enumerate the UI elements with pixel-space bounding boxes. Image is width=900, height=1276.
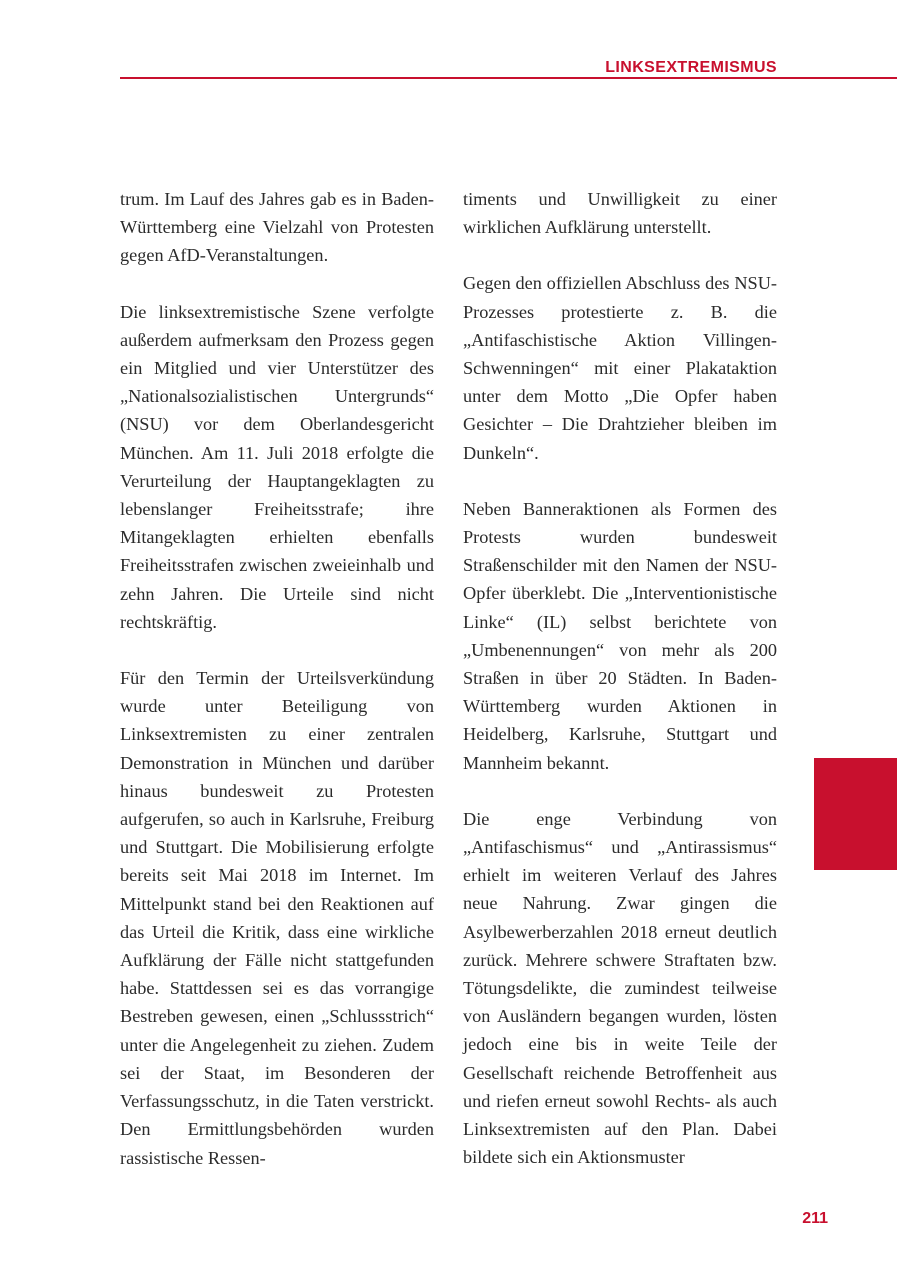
section-title: LINKSEXTREMISMUS [605, 59, 777, 76]
left-column [120, 185, 434, 1172]
paragraph: Für den Termin der Urteilsverkündung wurde unter Beteiligung von Linksextremisten zu einer zentralen Demonstration in München und darüber hinaus bundesweit zu Protesten aufgerufen, so auch in Karlsruhe, Freiburg und Stuttgart. Die Mobilisierung erfolgte bereits seit Mai 2018 im Internet. Im Mittelpunkt stand bei den Reaktionen auf das Urteil die Kritik, dass eine wirkliche Aufklärung der Fälle nicht stattgefunden habe. Stattdessen sei es das vorrangige Bestreben gewesen, einen „Schlussstrich“ unter die Angelegenheit zu ziehen. Zudem sei der Staat, im Besonderen der Verfassungsschutz, in die Taten verstrickt. Den Ermittlungsbehörden wurden rassistische Ressen- [120, 668, 434, 1168]
header-divider [120, 77, 897, 79]
paragraph: timents und Unwilligkeit zu einer wirklichen Aufklärung unterstellt. [463, 189, 777, 238]
paragraph: Die enge Verbindung von „Antifaschismus“ und „Antirassismus“ erhielt im weiteren Verlauf des Jahres neue Nahrung. Zwar gingen die Asylbewerberzahlen 2018 erneut deutlich zurück. Mehrere schwere Straftaten bzw. Tötungsdelikte, die zumindest teilweise von Ausländern begangen wurden, lösten jedoch eine bis in weite Teile der Gesellschaft reichende Betroffenheit aus und riefen erneut sowohl Rechts- als auch Linksextremisten auf den Plan. Dabei bildete sich ein Aktionsmuster [463, 808, 777, 1168]
right-column [463, 185, 777, 1172]
paragraph: trum. Im Lauf des Jahres gab es in Baden-Württemberg eine Vielzahl von Protesten gegen AfD-Veranstaltungen. [120, 189, 434, 266]
paragraph: Die linksextremistische Szene verfolgte außerdem aufmerksam den Prozess gegen ein Mitglied und vier Unterstützer des „Nationalsozialistischen Untergrunds“ (NSU) vor dem Oberlandesgericht München. Am 11. Juli 2018 erfolgte die Verurteilung der Hauptangeklagten zu lebenslanger Freiheitsstrafe; ihre Mitangeklagten erhielten ebenfalls Freiheitsstrafen zwischen zweieinhalb und zehn Jahren. Die Urteile sind nicht rechtskräftig. [120, 301, 434, 632]
paragraph: Neben Banneraktionen als Formen des Protests wurden bundesweit Straßenschilder mit den Namen der NSU-Opfer überklebt. Die „Interventionistische Linke“ (IL) selbst berichtete von „Umbenennungen“ von mehr als 200 Straßen in über 20 Städten. In Baden-Württemberg wurden Aktionen in Heidelberg, Karlsruhe, Stuttgart und Mannheim bekannt. [463, 498, 777, 773]
paragraph: Gegen den offiziellen Abschluss des NSU-Prozesses protestierte z. B. die „Antifaschistische Aktion Villingen-Schwenningen“ mit einer Plakataktion unter dem Motto „Die Opfer haben Gesichter – Die Drahtzieher bleiben im Dunkeln“. [463, 273, 777, 463]
page-number: 211 [802, 1210, 828, 1227]
chapter-marker-tab [814, 758, 897, 870]
